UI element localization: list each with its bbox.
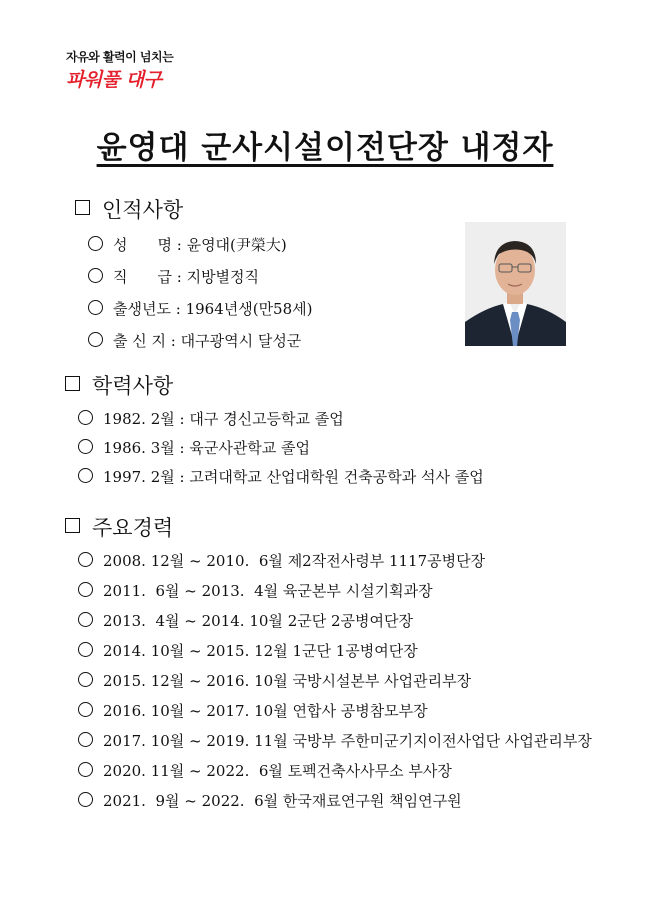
row-label: 성 명 [113,236,172,254]
education-row: 1982. 2월 : 대구 경신고등학교 졸업 [78,408,344,429]
circle-bullet-icon [78,410,93,425]
section-personal [75,194,183,224]
circle-bullet-icon [78,582,93,597]
page-title: 윤영대 군사시설이전단장 내정자 [96,130,554,166]
logo-slogan: 자유와 활력이 넘치는 [66,50,174,64]
row-value: 윤영대(尹榮大) [186,236,287,254]
row-desc: 제2작전사령부 1117공병단장 [287,552,486,570]
row-desc: 연합사 공병참모부장 [292,702,428,720]
circle-bullet-icon [78,468,93,483]
circle-bullet-icon [78,612,93,627]
circle-bullet-icon [78,702,93,717]
career-row [78,760,452,781]
row-period: 2011. 6월 ~ 2013. 4월 [103,582,279,600]
row-value: 1964년생(만58세) [185,300,313,318]
row-date: 1997. 2월 [103,468,175,486]
circle-bullet-icon [78,439,93,454]
career-row [78,790,462,811]
career-row [78,610,413,631]
circle-bullet-icon [78,762,93,777]
row-value: 지방별정직 [186,268,260,286]
section-heading: 인적사항 [102,198,184,222]
section-heading: 주요경력 [92,516,174,540]
row-period: 2008. 12월 ~ 2010. 6월 [103,552,283,570]
career-row [78,640,418,661]
circle-bullet-icon [88,236,103,251]
circle-bullet-icon [88,332,103,347]
section-heading: 학력사항 [92,374,174,398]
career-row [78,700,428,721]
row-desc: 한국재료연구원 책임연구원 [282,792,462,810]
circle-bullet-icon [78,732,93,747]
personal-row: 직 급 : 지방별정직 [88,266,259,287]
circle-bullet-icon [78,792,93,807]
circle-bullet-icon [78,642,93,657]
circle-bullet-icon [78,672,93,687]
row-value: 대구광역시 달성군 [180,332,302,350]
personal-row: 성 명 : 윤영대(尹榮大) [88,234,287,255]
square-bullet-icon [75,200,90,215]
row-label: 직 급 [113,268,172,286]
career-row [78,580,433,601]
portrait-photo [465,222,566,346]
row-period: 2013. 4월 ~ 2014. 10월 [103,612,283,630]
row-date: 1982. 2월 [103,410,175,428]
section-career [65,512,173,542]
row-period: 2017. 10월 ~ 2019. 11월 [103,732,288,750]
row-date: 1986. 3월 [103,439,175,457]
row-desc: 고려대학교 산업대학원 건축공학과 석사 졸업 [189,468,484,486]
city-logo [66,48,173,92]
row-period: 2021. 9월 ~ 2022. 6월 [103,792,279,810]
logo-brand: 파워풀 대구 [66,69,162,91]
row-desc: 국방부 주한미군기지이전사업단 사업관리부장 [292,732,592,750]
personal-row: 출 신 지 : 대구광역시 달성군 [88,330,301,351]
row-label: 출생년도 [113,300,171,318]
row-desc: 육군사관학교 졸업 [189,439,311,457]
row-period: 2014. 10월 ~ 2015. 12월 [103,642,288,660]
portrait-illustration [465,222,566,346]
row-period: 2020. 11월 ~ 2022. 6월 [103,762,283,780]
circle-bullet-icon [88,300,103,315]
row-desc: 대구 경신고등학교 졸업 [189,410,344,428]
row-desc: 국방시설본부 사업관리부장 [292,672,472,690]
row-desc: 육군본부 시설기획과장 [282,582,433,600]
education-row: 1997. 2월 : 고려대학교 산업대학원 건축공학과 석사 졸업 [78,466,484,487]
square-bullet-icon [65,376,80,391]
row-desc: 1군단 1공병여단장 [292,642,418,660]
row-desc: 2군단 2공병여단장 [287,612,413,630]
section-education [65,370,173,400]
row-desc: 토펙건축사사무소 부사장 [287,762,452,780]
row-period: 2015. 12월 ~ 2016. 10월 [103,672,288,690]
education-row: 1986. 3월 : 육군사관학교 졸업 [78,437,310,458]
career-row [78,670,471,691]
square-bullet-icon [65,518,80,533]
career-row [78,550,485,571]
row-period: 2016. 10월 ~ 2017. 10월 [103,702,288,720]
circle-bullet-icon [78,552,93,567]
personal-row: 출생년도 : 1964년생(만58세) [88,298,313,319]
career-row [78,730,592,751]
circle-bullet-icon [88,268,103,283]
row-label: 출 신 지 [113,332,167,350]
